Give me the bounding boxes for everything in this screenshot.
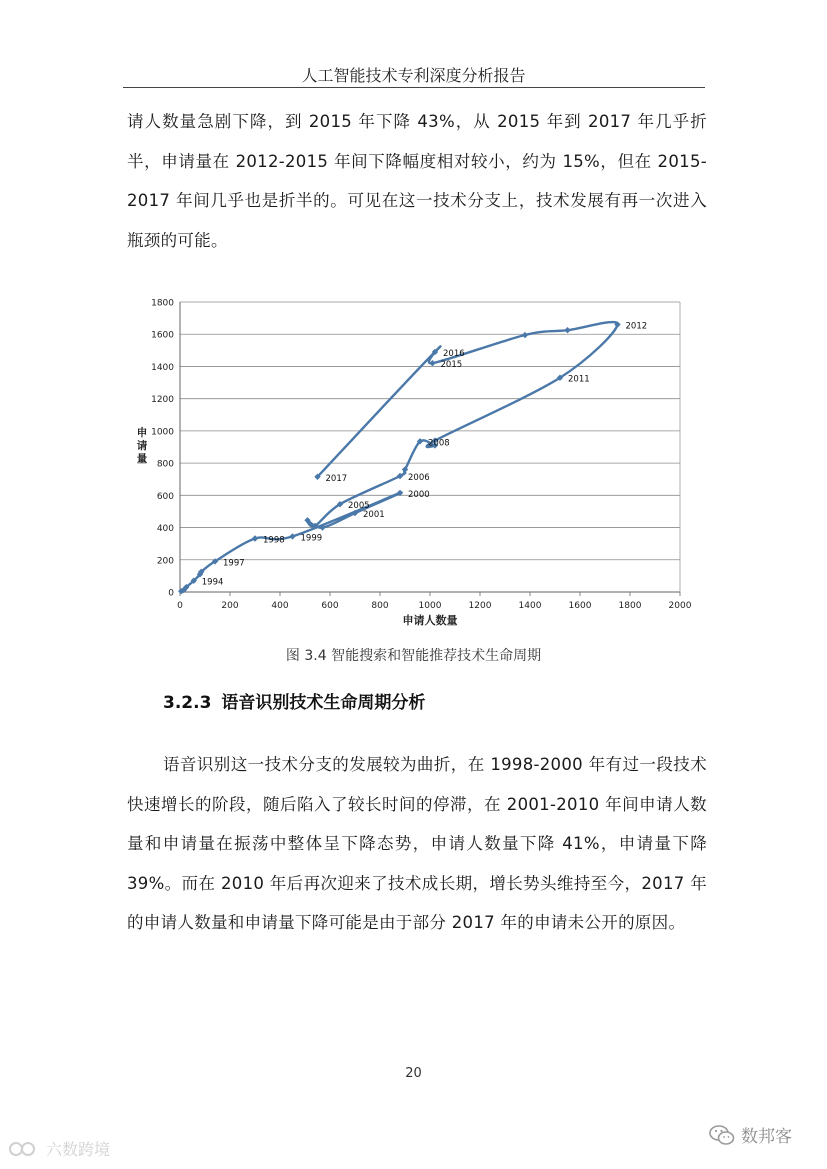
data-point-label: 1994: [201, 577, 224, 588]
y-tick-label: 1200: [151, 395, 174, 406]
section-number: 3.2.3: [163, 693, 212, 713]
y-tick-label: 400: [156, 524, 174, 535]
data-point-label: 2000: [408, 489, 430, 500]
y-tick-label: 200: [156, 556, 174, 567]
x-tick-label: 800: [371, 601, 389, 611]
x-tick-label: 400: [271, 601, 289, 611]
data-point-label: 2006: [408, 473, 430, 483]
loop-logo-icon: [8, 1141, 42, 1157]
x-tick-label: 1800: [618, 601, 642, 611]
data-point-label: 2008: [428, 438, 450, 449]
data-point-marker: [522, 332, 528, 338]
x-axis-label: 申请人数量: [402, 614, 458, 627]
section-title: 语音识别技术生命周期分析: [221, 693, 426, 713]
y-axis-label-char: 申: [136, 427, 148, 439]
y-tick-label: 1400: [151, 362, 174, 373]
x-tick-label: 1600: [568, 601, 592, 611]
lifecycle-chart: [130, 290, 700, 635]
x-tick-label: 2000: [668, 601, 692, 611]
y-tick-label: 600: [156, 491, 174, 502]
x-tick-label: 600: [321, 601, 339, 611]
data-point-marker: [252, 535, 258, 541]
header-divider: [123, 87, 705, 88]
watermark-left: [8, 1137, 110, 1160]
figure-caption: 图 3.4 智能搜索和智能推荐技术生命周期: [285, 648, 542, 664]
y-tick-label: 1000: [151, 427, 174, 438]
data-point-label: 2001: [363, 510, 385, 521]
data-point-label: 1998: [263, 535, 285, 546]
y-axis-label-char: 请: [136, 440, 148, 452]
data-point-label: 2016: [443, 348, 465, 359]
data-point-label: 2012: [625, 321, 648, 332]
y-axis-label-char: 量: [136, 453, 148, 465]
y-tick-label: 1600: [151, 330, 174, 341]
report-title: 人工智能技术专利深度分析报告: [301, 66, 526, 85]
data-point-label: 2011: [568, 374, 590, 385]
data-point-label: 2005: [348, 501, 370, 512]
watermark-left-text: 六数跨境: [46, 1140, 111, 1159]
watermark-right-text: 数邦客: [741, 1127, 792, 1147]
x-tick-label: 200: [221, 601, 239, 611]
y-tick-label: 1800: [151, 298, 174, 309]
chart-series: [178, 321, 621, 594]
data-point-label: 1997: [223, 558, 245, 569]
series-line: [181, 322, 617, 591]
data-point-label: 2017: [325, 473, 348, 484]
x-tick-label: 1200: [468, 601, 492, 611]
y-tick-label: 800: [156, 459, 174, 470]
intro-paragraph: 请人数量急剧下降，到 2015 年下降 43%，从 2015 年到 2017 年几乎折半，申请量在 2012-2015 年间下降幅度相对较小，约为 15%，但在 2015-2017 年间几乎也是折半的。可见在这一技术分支上，技术发展有再一次进入瓶颈的可能。: [127, 112, 707, 250]
x-tick-label: 0: [177, 601, 183, 611]
x-tick-label: 1400: [518, 601, 542, 611]
data-point-marker: [564, 327, 570, 333]
page-number: 20: [405, 1066, 422, 1081]
wechat-icon: [709, 1124, 735, 1146]
x-tick-label: 1000: [418, 601, 442, 611]
section-heading: [163, 688, 425, 713]
watermark-right: [709, 1122, 792, 1147]
data-point-label: 1999: [300, 533, 323, 544]
data-point-marker: [289, 533, 295, 539]
data-point-label: 2015: [440, 360, 463, 371]
y-axis-label: [137, 426, 148, 465]
chart-axes: [180, 302, 680, 596]
body-paragraph: 语音识别这一技术分支的发展较为曲折，在 1998-2000 年有过一段技术快速增长的阶段，随后陷入了较长时间的停滞，在 2001-2010 年间申请人数量和申请量在振荡中整体呈下降态势，申请人数量下降 41%，申请量下降 39%。而在 2010 年后再次迎来了技术成长期，增长势头维持至今，2017 年的申请人数量和申请量下降可能是由于部分 2017 年的申请未公开的原因。: [127, 755, 707, 932]
y-tick-label: 0: [168, 588, 174, 599]
